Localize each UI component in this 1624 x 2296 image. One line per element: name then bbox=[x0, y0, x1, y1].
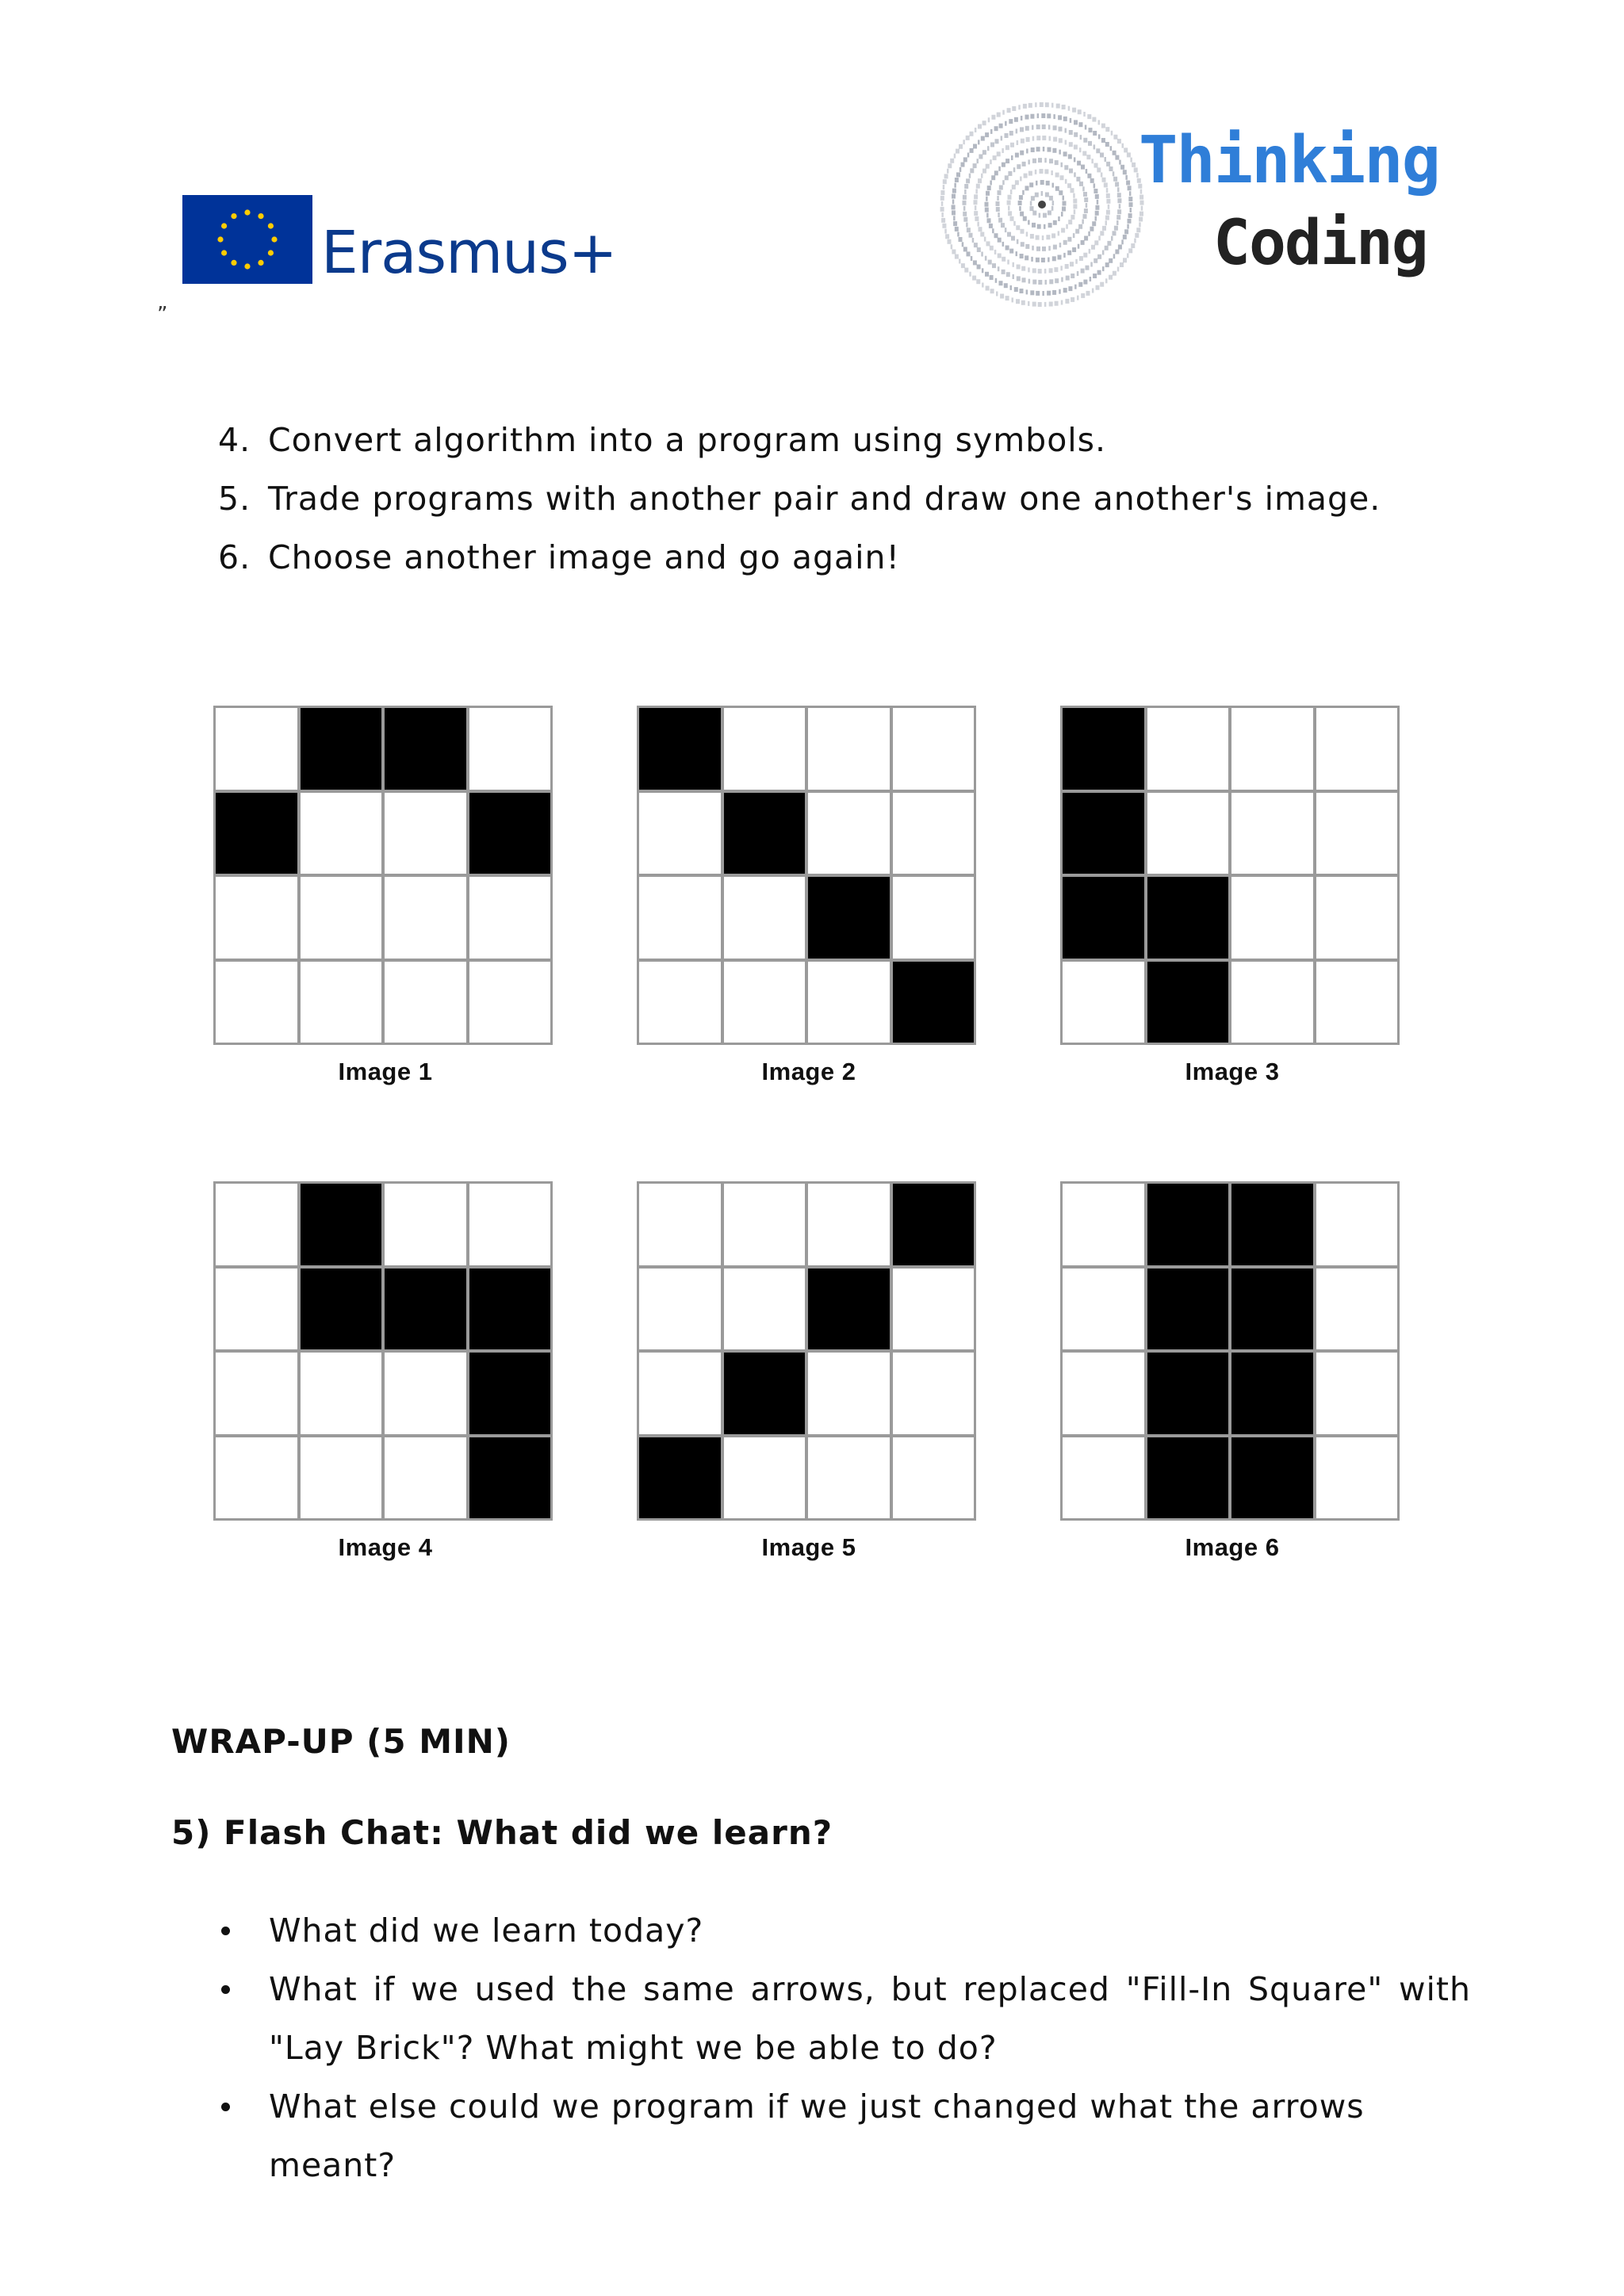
image-1-grid bbox=[213, 706, 553, 1045]
image-2-figure bbox=[637, 706, 981, 1086]
empty-square bbox=[1316, 877, 1398, 959]
filled-square bbox=[1231, 1184, 1313, 1265]
step-number: 5. bbox=[218, 480, 251, 518]
eu-flag-icon bbox=[182, 195, 312, 284]
empty-square bbox=[385, 877, 466, 959]
filled-square bbox=[808, 877, 890, 959]
filled-square bbox=[724, 793, 806, 874]
empty-square bbox=[639, 1184, 721, 1265]
image-4-grid bbox=[213, 1181, 553, 1521]
filled-square bbox=[1063, 708, 1144, 790]
filled-square bbox=[301, 708, 382, 790]
empty-square bbox=[1231, 877, 1313, 959]
empty-square bbox=[1316, 1269, 1398, 1350]
empty-square bbox=[1063, 1184, 1144, 1265]
flash-chat-heading: 5) Flash Chat: What did we learn? bbox=[171, 1813, 833, 1852]
binary-spiral-icon bbox=[934, 97, 1150, 312]
empty-square bbox=[724, 962, 806, 1043]
empty-square bbox=[724, 708, 806, 790]
filled-square bbox=[808, 1269, 890, 1350]
empty-square bbox=[808, 1353, 890, 1434]
filled-square bbox=[1147, 1184, 1229, 1265]
empty-square bbox=[301, 962, 382, 1043]
filled-square bbox=[301, 1184, 382, 1265]
empty-square bbox=[639, 962, 721, 1043]
filled-square bbox=[1147, 877, 1229, 959]
filled-square bbox=[469, 1269, 551, 1350]
empty-square bbox=[216, 877, 297, 959]
filled-square bbox=[216, 793, 297, 874]
filled-square bbox=[469, 793, 551, 874]
empty-square bbox=[385, 793, 466, 874]
empty-square bbox=[1231, 793, 1313, 874]
empty-square bbox=[893, 793, 975, 874]
empty-square bbox=[724, 877, 806, 959]
empty-square bbox=[1316, 793, 1398, 874]
empty-square bbox=[639, 1353, 721, 1434]
step-text: Trade programs with another pair and draw one another's image. bbox=[268, 480, 1381, 518]
filled-square bbox=[301, 1269, 382, 1350]
empty-square bbox=[469, 877, 551, 959]
filled-square bbox=[1147, 1353, 1229, 1434]
empty-square bbox=[1063, 1437, 1144, 1519]
image-5-caption: Image 5 bbox=[761, 1533, 856, 1561]
steps-list bbox=[218, 411, 1381, 587]
empty-square bbox=[216, 1353, 297, 1434]
empty-square bbox=[385, 1184, 466, 1265]
thinking-logo-text: Thinking bbox=[1139, 123, 1439, 198]
filled-square bbox=[724, 1353, 806, 1434]
filled-square bbox=[893, 962, 975, 1043]
empty-square bbox=[1316, 1353, 1398, 1434]
image-3-figure bbox=[1060, 706, 1404, 1086]
empty-square bbox=[1147, 793, 1229, 874]
image-4-figure bbox=[213, 1181, 557, 1562]
filled-square bbox=[639, 708, 721, 790]
filled-square bbox=[469, 1437, 551, 1519]
empty-square bbox=[469, 1184, 551, 1265]
filled-square bbox=[893, 1184, 975, 1265]
image-5-grid bbox=[637, 1181, 976, 1521]
question-item: What else could we program if we just changed what the arrows meant? bbox=[218, 2077, 1471, 2195]
image-2-grid bbox=[637, 706, 976, 1045]
step-number: 4. bbox=[218, 421, 251, 459]
empty-square bbox=[893, 1437, 975, 1519]
empty-square bbox=[808, 962, 890, 1043]
empty-square bbox=[724, 1269, 806, 1350]
empty-square bbox=[1147, 708, 1229, 790]
empty-square bbox=[639, 793, 721, 874]
step-item bbox=[218, 528, 1381, 587]
step-item bbox=[218, 469, 1381, 528]
empty-square bbox=[301, 877, 382, 959]
image-3-caption: Image 3 bbox=[1185, 1058, 1280, 1085]
empty-square bbox=[893, 708, 975, 790]
empty-square bbox=[1316, 1437, 1398, 1519]
empty-square bbox=[808, 1184, 890, 1265]
empty-square bbox=[385, 962, 466, 1043]
empty-square bbox=[216, 962, 297, 1043]
wrapup-heading: WRAP-UP (5 MIN) bbox=[171, 1722, 511, 1761]
flash-chat-questions bbox=[218, 1901, 1471, 2195]
filled-square bbox=[1147, 1437, 1229, 1519]
empty-square bbox=[1231, 708, 1313, 790]
empty-square bbox=[301, 1353, 382, 1434]
empty-square bbox=[808, 708, 890, 790]
empty-square bbox=[301, 1437, 382, 1519]
filled-square bbox=[469, 1353, 551, 1434]
empty-square bbox=[216, 1269, 297, 1350]
empty-square bbox=[216, 1184, 297, 1265]
empty-square bbox=[1063, 1353, 1144, 1434]
filled-square bbox=[1231, 1269, 1313, 1350]
empty-square bbox=[216, 708, 297, 790]
image-6-figure bbox=[1060, 1181, 1404, 1562]
image-6-caption: Image 6 bbox=[1185, 1533, 1280, 1561]
filled-square bbox=[639, 1437, 721, 1519]
empty-square bbox=[216, 1437, 297, 1519]
coding-logo-text: Coding bbox=[1213, 208, 1427, 279]
image-4-caption: Image 4 bbox=[338, 1533, 433, 1561]
step-text: Choose another image and go again! bbox=[268, 538, 900, 576]
question-item: What if we used the same arrows, but replaced "Fill-In Square" with "Lay Brick"? What might we be able to do? bbox=[218, 1960, 1471, 2077]
image-3-grid bbox=[1060, 706, 1400, 1045]
empty-square bbox=[1063, 962, 1144, 1043]
empty-square bbox=[469, 962, 551, 1043]
empty-square bbox=[301, 793, 382, 874]
filled-square bbox=[385, 708, 466, 790]
filled-square bbox=[1147, 962, 1229, 1043]
image-6-grid bbox=[1060, 1181, 1400, 1521]
empty-square bbox=[808, 1437, 890, 1519]
empty-square bbox=[1316, 962, 1398, 1043]
filled-square bbox=[1147, 1269, 1229, 1350]
filled-square bbox=[1063, 877, 1144, 959]
empty-square bbox=[639, 1269, 721, 1350]
empty-square bbox=[1231, 962, 1313, 1043]
empty-square bbox=[385, 1437, 466, 1519]
empty-square bbox=[893, 1269, 975, 1350]
erasmus-logo-text: Erasmus+ bbox=[321, 219, 617, 287]
image-2-caption: Image 2 bbox=[761, 1058, 856, 1085]
filled-square bbox=[1231, 1353, 1313, 1434]
filled-square bbox=[1063, 793, 1144, 874]
filled-square bbox=[1231, 1437, 1313, 1519]
empty-square bbox=[1063, 1269, 1144, 1350]
empty-square bbox=[639, 877, 721, 959]
step-number: 6. bbox=[218, 538, 251, 576]
image-1-figure bbox=[213, 706, 557, 1086]
empty-square bbox=[1316, 708, 1398, 790]
empty-square bbox=[1316, 1184, 1398, 1265]
empty-square bbox=[385, 1353, 466, 1434]
empty-square bbox=[724, 1437, 806, 1519]
stray-quote-mark: ” bbox=[157, 303, 168, 327]
image-5-figure bbox=[637, 1181, 981, 1562]
empty-square bbox=[893, 877, 975, 959]
filled-square bbox=[385, 1269, 466, 1350]
empty-square bbox=[724, 1184, 806, 1265]
step-text: Convert algorithm into a program using symbols. bbox=[268, 421, 1107, 459]
empty-square bbox=[893, 1353, 975, 1434]
image-1-caption: Image 1 bbox=[338, 1058, 433, 1085]
step-item bbox=[218, 411, 1381, 469]
empty-square bbox=[808, 793, 890, 874]
question-item: What did we learn today? bbox=[218, 1901, 1471, 1960]
empty-square bbox=[469, 708, 551, 790]
